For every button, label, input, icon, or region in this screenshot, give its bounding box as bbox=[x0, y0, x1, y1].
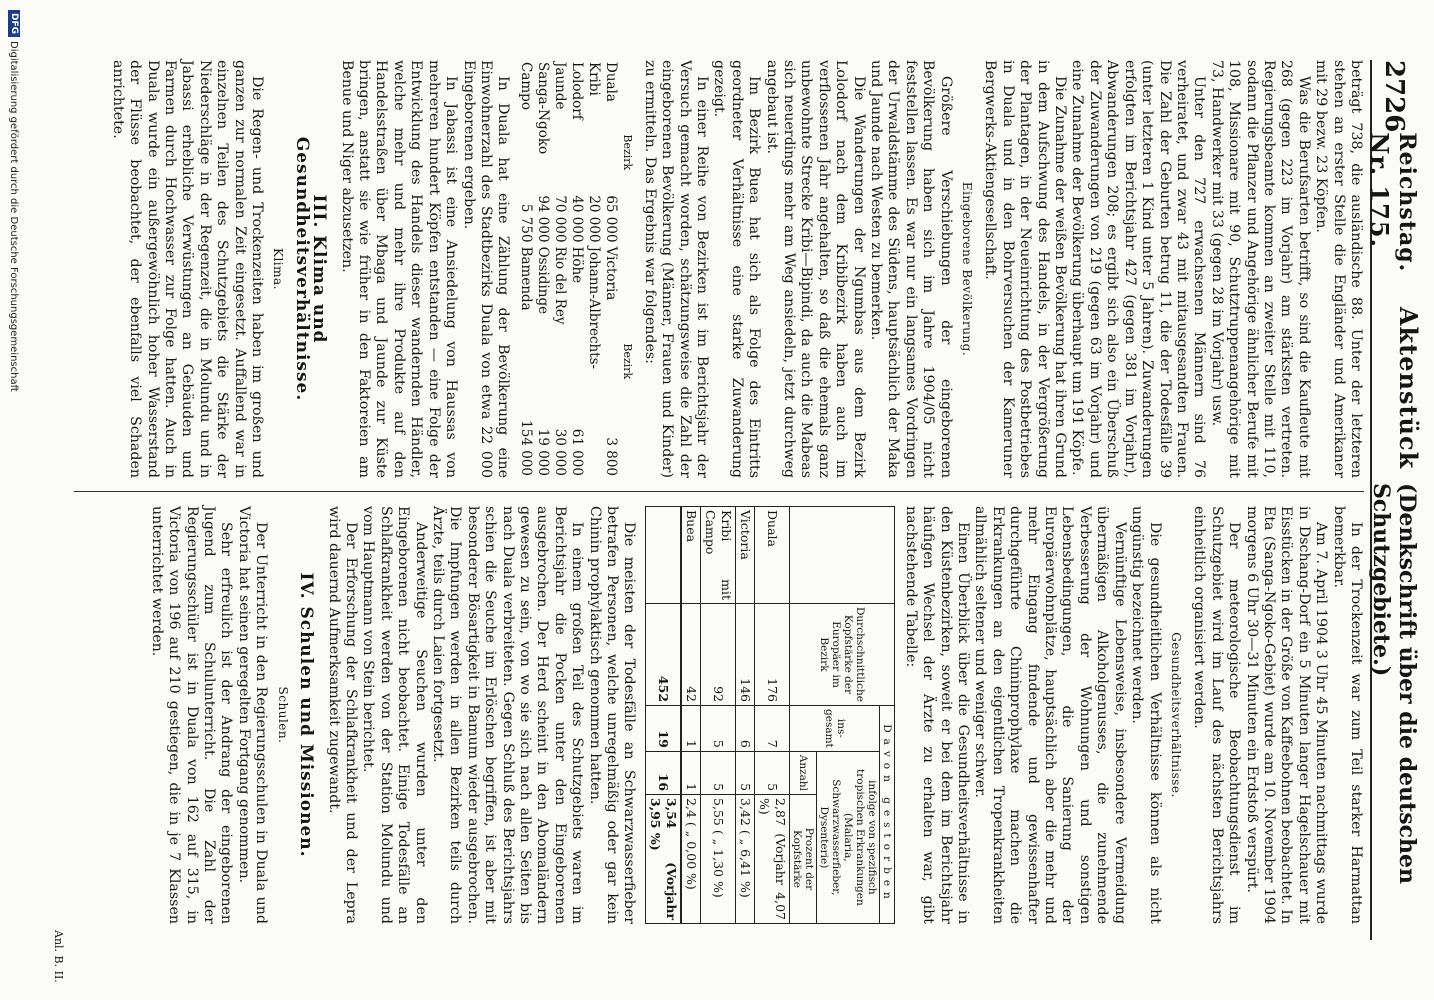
district-population: 70 000 bbox=[552, 195, 569, 243]
district-population bbox=[585, 403, 602, 478]
table-row bbox=[701, 507, 736, 924]
table-cell: 7 bbox=[755, 706, 790, 752]
paragraph: In einem großen Teil des Schutzgebiets waren im Berichtsjahr die Pocken unter den Eingeborenen ausgebrochen. Der Herd scheint in den Abomaländern gewesen zu sein, von wo sie sich nach allen Seiten bis nach Duala verbreiteten. Gegen Schluß des Berichtsjahrs schien die Seuche im Erlöschen begriffen, ist aber mit besonderer Bösartigkeit in Bamum wieder ausgebrochen. Die Impfungen werden in allen Bezirken teils durch Ärzte, teils durch Laien fortgesetzt. bbox=[429, 506, 586, 924]
table-header: Prozent der Kopfstärke bbox=[790, 795, 817, 924]
paragraph: Die Regen- und Trockenzeiten haben im großen und ganzen zur normalen Zeit eingesetzt. Auffallend war in einzelnen Teilen des Schutzgebiets die Stärke der Niederschläge in der Regenzeit, die in Molundu und in Jabassi erhebliche Verwüstungen an Gebäuden und Farmen durch Hochwasser zur Folge hatten. Auch in Duala wurde ein außergewöhnlich hoher Wasserstand der Flüsse beobachtet, der ebenfalls viel Schaden anrichtete. bbox=[109, 60, 266, 478]
section-heading: Gesundheitsverhältnisse. bbox=[1168, 632, 1183, 798]
district-population: 40 000 bbox=[569, 195, 586, 243]
table-cell: Kribi mit Campo bbox=[701, 507, 736, 604]
paragraph: Die meisten der Todesfälle an Schwarzwasserfieber betrafen Personen, welche unregelmäßig oder gar kein Chinin prophylaktisch genommen hatten. bbox=[586, 506, 638, 924]
section-heading: Schulen. bbox=[275, 686, 290, 744]
file-number: Aktenstück Nr. 175. bbox=[1365, 132, 1423, 470]
table-cell: Victoria bbox=[736, 507, 755, 604]
table-header: infolge von spezifisch tropischen Erkrankungen (Malaria, Schwarzwasserfieber, Dysenterie) bbox=[817, 751, 880, 923]
header-center bbox=[1365, 132, 1423, 483]
paragraph: Anderweitige Seuchen wurden unter den Eingeborenen nicht beobachtet. Einige Todesfälle an Schlafkrankheit werden von der Station Molundu und vom Hauptmann von Stein berichtet. bbox=[360, 506, 429, 924]
paragraph: Sehr erfreulich ist der Andrang der eingeborenen Jugend zum Schulunterricht. Die Zahl der Regierungsschüler ist in Duala von 162 auf 315, in Victoria von 196 auf 210 gestiegen, die in je 7 Klassen unterrichtet werden. bbox=[148, 506, 235, 924]
table-cell: 1 bbox=[681, 706, 701, 752]
district-population: 3 800 bbox=[603, 437, 620, 476]
district-population: 65 000 bbox=[603, 195, 620, 243]
district-name: Sanga-Ngoko bbox=[535, 62, 552, 155]
table-header: Davon gestorben bbox=[880, 706, 895, 924]
paragraph: Die gesundheitlichen Verhältnisse können als nicht ungünstig bezeichnet werden. bbox=[1129, 506, 1163, 924]
paragraph: In der Trockenzeit war zum Teil starker Harmattan bemerkbar. bbox=[1330, 506, 1364, 924]
table-cell: 452 bbox=[646, 604, 682, 706]
table-header: Durchschnittliche Kopfstärke der Europäer im Bezirk bbox=[790, 604, 895, 706]
district-population: 61 000 bbox=[569, 428, 586, 476]
table-cell: 5,55 ( „ 1,30 %) bbox=[701, 795, 736, 924]
paragraph: Im Bezirk Buea hat sich als Folge des Eintritts geordneter Verhältnisse eine starke Zuwanderung gezeigt. bbox=[711, 60, 763, 478]
footer-text: Digitalisierung gefördert durch die Deutsche Forschungsgemeinschaft bbox=[8, 41, 20, 392]
table-cell: 92 bbox=[701, 604, 736, 706]
district-name: Lolodorf bbox=[569, 62, 586, 120]
paragraph: Größere Verschiebungen der eingeborenen Bevölkerung haben sich im Jahre 1904/05 nicht feststellen lassen. Es war nur ein langsames Vordringen der Urwaldstämme des Südens, hauptsächlich der Maka und Jaunde nach Westen zu bemerken. bbox=[868, 60, 954, 478]
table-cell: 42 bbox=[681, 604, 701, 706]
district-name: Rio del Rey bbox=[552, 246, 569, 325]
section-heading: Eingeborene Bevölkerung. bbox=[960, 181, 975, 357]
digitization-footer bbox=[4, 0, 24, 1000]
table-header bbox=[790, 507, 895, 604]
table-total-row bbox=[646, 507, 682, 924]
table-header: Anzahl bbox=[790, 751, 817, 794]
table-header: Bezirk bbox=[621, 134, 635, 171]
district-name: Kribi bbox=[586, 62, 603, 96]
page-number: 2726 bbox=[1379, 60, 1409, 133]
table-header: ins-gesamt bbox=[790, 706, 880, 752]
district-population: 30 000 bbox=[552, 428, 569, 476]
paragraph: Vernünftige Lebensweise, insbesondere Vermeidung übermäßigen Alkoholgenusses, die zunehmende Verbesserung der Wohnungen und sonstigen Lebensbedingungen, die Sanierung der Europäerwohnplätze, hauptsächlich aber die mehr und mehr Eingang findende und gewissenhafter durchgeführte Chininprophylaxe machen die Erkrankungen an den eigentlichen Tropenkrankheiten allmählich seltener und weniger schwer. bbox=[972, 506, 1128, 924]
section-heading: Klima. bbox=[271, 248, 286, 290]
table-row bbox=[517, 60, 534, 478]
table-row bbox=[585, 60, 602, 478]
paragraph: Die Wanderungen der Ngumbas aus dem Bezirk Lolodorf nach dem Kribibezirk haben auch im verflossenen Jahr angehalten, so daß die ehemals ganz unbewohnte Strecke Kribi—Bipindi, da auch die Mabeas sich neuerdings mehr am Weg ansiedeln, jetzt durchweg angebaut ist. bbox=[763, 60, 867, 478]
district-name: Victoria bbox=[603, 246, 620, 301]
table-cell: 6 bbox=[736, 706, 755, 752]
table-row bbox=[602, 60, 619, 478]
publication-name: Reichstag. bbox=[1394, 132, 1420, 273]
table-row bbox=[534, 60, 551, 478]
table-cell: 176 bbox=[755, 604, 790, 706]
district-name: Bamenda bbox=[518, 246, 535, 311]
paragraph: Am 7. April 1904 3 Uhr 45 Minuten nachmittags wurde in Dschang-Dorf ein 5 Minuten langer Hagelschauer mit Eisstücken in der Größe von Kaffeebohnen beobachtet. In Eta (Sanga-Ngoko-Gebiet) wurde am 10. November 1904 morgens 6 Uhr 30—31 Minuten ein Erdstoß verspürt. bbox=[1243, 506, 1330, 924]
table-cell: Duala bbox=[755, 507, 790, 604]
table-cell: 3,54 (Vorjahr 3,95 %) bbox=[646, 795, 682, 924]
table-cell: 3,42 ( „ 6,41 %) bbox=[736, 795, 755, 924]
paragraph: Die Zunahme der weißen Bevölkerung hat ihren Grund in dem Aufschwung des Handels, in der Vergrößerung der Plantagen, in der Neueinrichtung des Postbetriebes in Duala und in den Bohrversuchen der Kameruner Bergwerks-Aktiengesellschaft. bbox=[982, 60, 1069, 478]
district-population-table bbox=[517, 60, 636, 478]
district-population: 19 000 bbox=[535, 428, 552, 476]
district-population: 94 000 bbox=[535, 195, 552, 243]
header-subject: (Denkschrift über die deutschen Schutzgebiete.) bbox=[1368, 482, 1420, 885]
district-name: Duala bbox=[603, 62, 620, 102]
district-population: 20 000 bbox=[586, 195, 603, 243]
right-column bbox=[147, 506, 1364, 924]
table-row bbox=[736, 507, 755, 924]
table-cell: 1 bbox=[681, 751, 701, 794]
paragraph: Einen Überblick über die Gesundheitsverhältnisse in den Küstenbezirken, soweit er bei dem im Berichtsjahr häufigen Wechsel der Ärzte zu erhalten war, gibt nachstehende Tabelle: bbox=[902, 506, 972, 924]
paragraph: Der Erforschung der Schlafkrankheit und der Lepra wird dauernd Aufmerksamkeit zugewandt. bbox=[325, 506, 359, 924]
left-column bbox=[108, 60, 1364, 478]
paragraph: beträgt 738, die ausländische 88. Unter der letzteren stehen an erster Stelle die Engländer und Amerikaner mit 29 bezw. 23 Köpfen. bbox=[1313, 60, 1364, 478]
district-population: 154 000 bbox=[518, 420, 535, 476]
paragraph: Der meteorologische Beobachtungsdienst im Schutzgebiet wird im Lauf des nächsten Berichtsjahrs einheitlich organisiert werden. bbox=[1191, 506, 1243, 924]
page-header bbox=[1365, 60, 1423, 940]
chapter-heading: III. Klima und Gesundheitsverhältnisse. bbox=[291, 136, 330, 402]
table-cell: 5 bbox=[755, 751, 790, 794]
district-name: Höhe bbox=[569, 246, 586, 284]
table-cell: Buea bbox=[681, 507, 701, 604]
table-row bbox=[681, 507, 701, 924]
table-cell: 2,87 (Vorjahr 4,07 %) bbox=[755, 795, 790, 924]
paragraph: In Duala hat eine Zählung der Bevölkerung eine Einwohnerzahl des Stadtbezirks Duala von etwa 22 000 Eingeborenen ergeben. bbox=[460, 60, 512, 478]
table-cell: 5 bbox=[701, 751, 736, 794]
table-row bbox=[568, 60, 585, 478]
table-cell: 146 bbox=[736, 604, 755, 706]
paragraph: Unter den 727 erwachsenen Männern sind 76 verheiratet, und zwar 43 mit mitausgesandten Frauen. Die Zahl der Geburten betrug 11, die der Todesfälle 39 (unter letzteren 1 Kind unter 5 Jahren). Zuwanderungen erfolgten im Berichtsjahr 427 (gegen 381 im Vorjahr), Abwanderungen 208; es ergibt sich also ein Überschuß der Zuwanderungen von 219 (gegen 63 im Vorjahr) und eine Zunahme der Bevölkerung überhaupt um 191 Köpfe. bbox=[1069, 60, 1208, 478]
paragraph: In Jabassi ist eine Ansiedelung von Haussas von mehreren hundert Köpfen entstanden — eine Folge der Entwicklung des Handels dieser wandernden Händler, welche mehr und mehr ihre Produkte auf den Handelsstraßen über Mbaga und Jaunde zur Küste bringen, anstatt sie wie früher in den Faktoreien am Benue und Niger abzusetzen. bbox=[338, 60, 460, 478]
district-name: Ossidinge bbox=[535, 246, 552, 315]
table-cell: 5 bbox=[701, 706, 736, 752]
table-row bbox=[551, 60, 568, 478]
paragraph: Der Unterricht in den Regierungsschulen in Duala und Victoria hat seinen geregelten Fortgang genommen. bbox=[235, 506, 270, 924]
chapter-heading: IV. Schulen und Missionen. bbox=[296, 572, 317, 858]
mortality-table bbox=[645, 506, 895, 924]
district-population: 5 750 bbox=[518, 203, 535, 243]
table-header: Bezirk bbox=[621, 343, 635, 380]
table-cell bbox=[646, 507, 682, 604]
table-cell: 16 bbox=[646, 751, 682, 794]
paragraph: Was die Berufsarten betrifft, so sind die Kaufleute mit 268 (gegen 223 im Vorjahr) am stärksten vertreten. Regierungsbeamte kommen an zweiter Stelle mit 110, sodann die Pflanzer und Angehörige ähnlicher Berufe mit 108, Missionare mit 90, Schutztruppenangehörige mit 73, Handwerker mit 33 (gegen 28 im Vorjahr) usw. bbox=[1208, 60, 1312, 478]
paragraph: In einer Reihe von Bezirken ist im Berichtsjahr der Versuch gemacht worden, schätzungsweise die Zahl der eingeborenen Bevölkerung (Männer, Frauen und Kinder) zu ermitteln. Das Ergebnis war folgendes: bbox=[641, 60, 710, 478]
margin-note: Anl. B. II. bbox=[52, 930, 65, 983]
district-name: Campo bbox=[518, 62, 535, 110]
dfg-logo: DFG bbox=[8, 10, 20, 37]
table-cell: 5 bbox=[736, 751, 755, 794]
column-divider bbox=[74, 491, 1364, 492]
district-name: Johann-Albrechts- bbox=[586, 246, 603, 370]
table-row bbox=[755, 507, 790, 924]
district-name: Jaunde bbox=[552, 62, 569, 110]
table-cell: 19 bbox=[646, 706, 682, 752]
table-cell: 2,4 ( „ 0,00 %) bbox=[681, 795, 701, 924]
